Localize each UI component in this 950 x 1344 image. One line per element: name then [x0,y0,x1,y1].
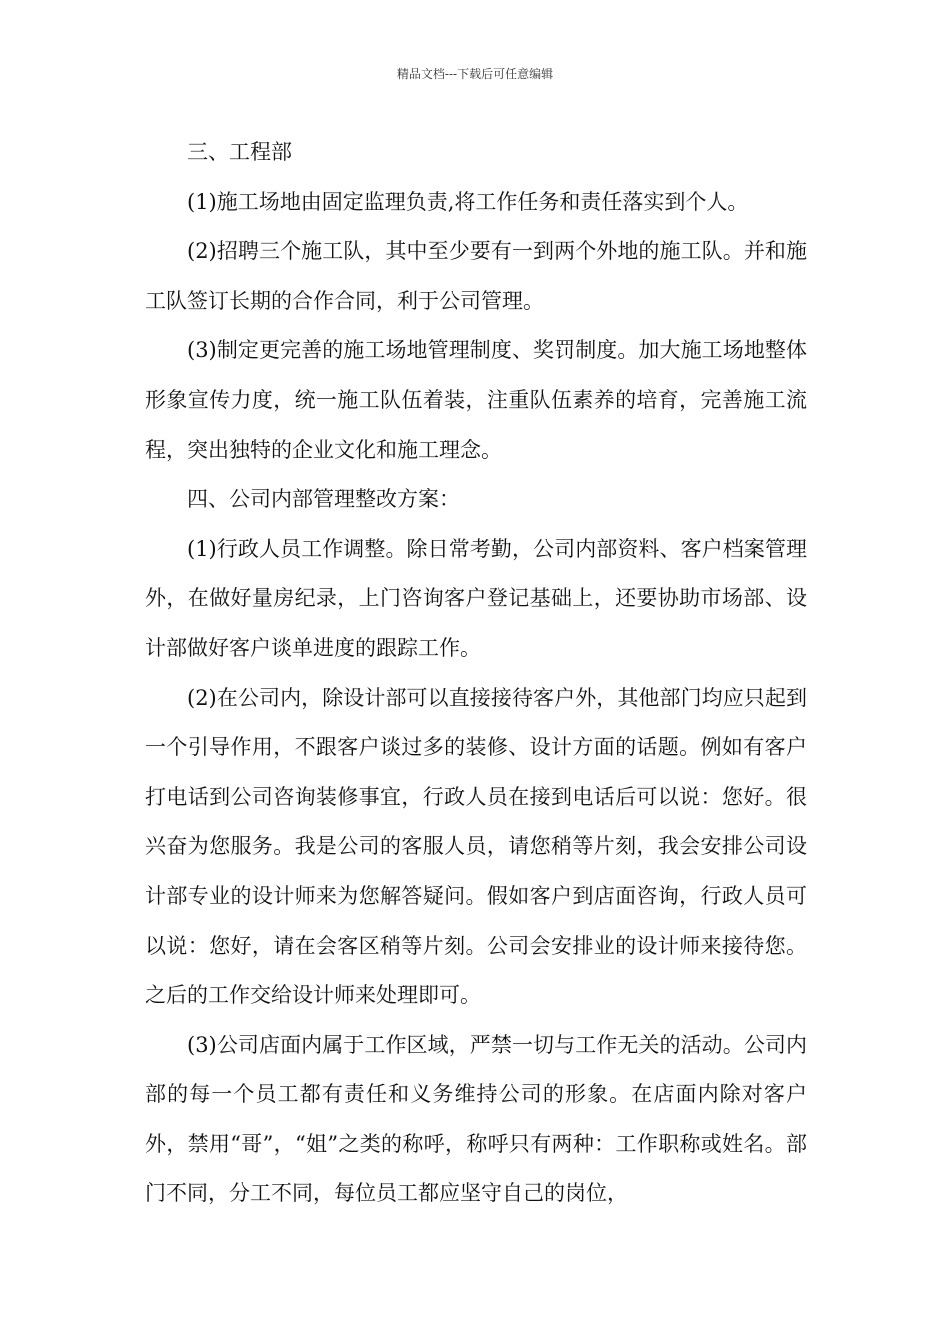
document-body [145,128,807,1219]
paragraph: (3)公司店面内属于工作区域，严禁一切与工作无关的活动。公司内部的每一个员工都有责任和义务维持公司的形象。在店面内除对客户外，禁用“哥”，“姐”之类的称呼，称呼只有两种：工作职称或姓名。部门不同，分工不同，每位员工都应坚守自己的岗位， [145,1032,807,1206]
paragraph: (2)在公司内，除设计部可以直接接待客户外，其他部门均应只起到一个引导作用，不跟客户谈过多的装修、设计方面的话题。例如有客户打电话到公司咨询装修事宜，行政人员在接到电话后可以说：您好。很兴奋为您服务。我是公司的客服人员，请您稍等片刻，我会安排公司设计部专业的设计师来为您解答疑问。假如客户到店面咨询，行政人员可以说：您好，请在会客区稍等片刻。公司会安排业的设计师来接待您。之后的工作交给设计师来处理即可。 [145,685,807,1008]
paragraph: (1)行政人员工作调整。除日常考勤，公司内部资料、客户档案管理外，在做好量房纪录，上门咨询客户登记基础上，还要协助市场部、设计部做好客户谈单进度的跟踪工作。 [145,536,807,660]
paragraph: (1)施工场地由固定监理负责,将工作任务和责任落实到个人。 [187,189,749,214]
paragraph: (3)制定更完善的施工场地管理制度、奖罚制度。加大施工场地整体形象宣传力度，统一施工队伍着装，注重队伍素养的培育，完善施工流程，突出独特的企业文化和施工理念。 [145,338,807,462]
section-heading-internal-management: 四、公司内部管理整改方案： [187,487,460,512]
paragraph: (2)招聘三个施工队，其中至少要有一到两个外地的施工队。并和施工队签订长期的合作合同，利于公司管理。 [145,239,807,313]
section-heading-engineering: 三、工程部 [187,140,292,164]
page-header: 精品文档---下载后可任意编辑 [396,67,554,81]
